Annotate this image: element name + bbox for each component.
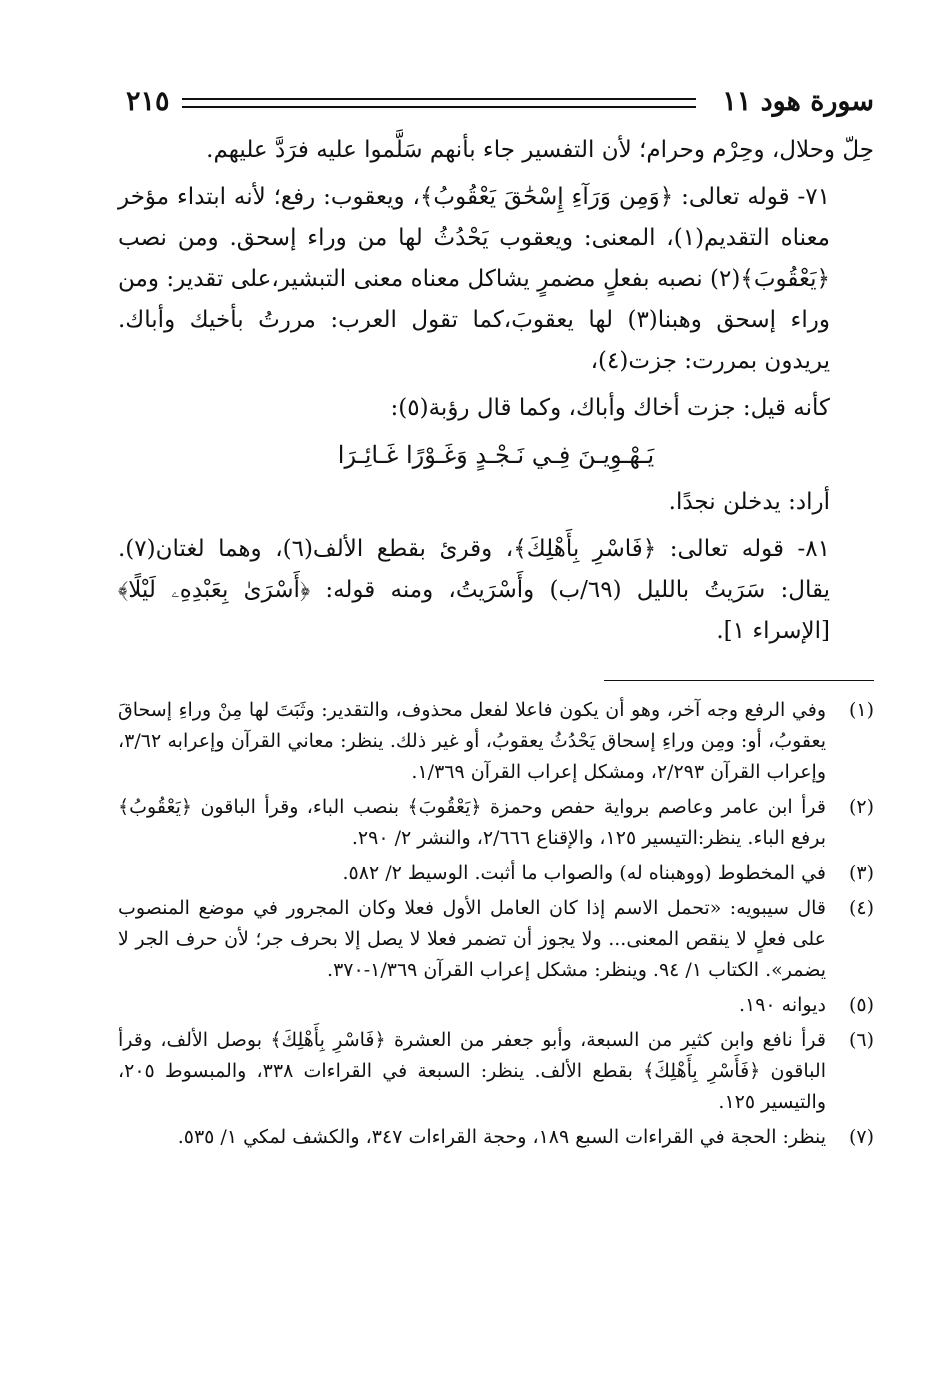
header-double-rule [182,98,696,108]
footnote-number: (٣) [848,862,874,884]
footnote-text: قرأ نافع وابن كثير من السبعة، وأبو جعفر من العشرة ﴿فَاسْرِ بِأَهْلِكَ﴾ بوصل الألف، وقرأ الباقون ﴿فَأَسْرِ بِأَهْلِكَ﴾ بقطع الألف. ينظر: السبعة في القراءات ٣٣٨، والمبسوط ٢٠٥، والتيسير ١٢٥. [118,1029,826,1113]
footnote-item [118,1025,874,1118]
book-page [118,80,874,1157]
footnote-text: في المخطوط (ووهبناه له) والصواب ما أثبت. الوسيط ٢/ ٥٨٢. [342,862,826,884]
paragraph-verse-71: ٧١- قوله تعالى: ﴿وَمِن وَرَآءِ إِسْحَٰقَ يَعْقُوبُ﴾، ويعقوب: رفع؛ لأنه ابتداء مؤخر معناه التقديم(١)، المعنى: ويعقوب يَحْدُثُ لها من وراء إسحق. ومن نصب ﴿يَعْقُوبَ﴾(٢) نصبه بفعلٍ مضمرٍ يشاكل معناه معنى التبشير،على تقدير: ومن وراء إسحق وهبنا(٣) لها يعقوبَ،كما تقول العرب: مررتُ بأخيك وأباك. يريدون بمررت: جزت(٤)، [118,184,831,374]
poetry-verse: يَـهْـوِيـنَ فِـي نَـجْـدٍ وَغَـوْرًا غَـائِـرَا [337,441,655,469]
paragraph-meaning: أراد: يدخلن نجدًا. [668,489,830,515]
footnote-item [118,893,874,986]
footnote-item [118,1122,874,1153]
footnote-text: قال سيبويه: «تحمل الاسم إذا كان العامل الأول فعلا وكان المجرور في موضع المنصوب على فعلٍ لا ينقص المعنى... ولا يجوز أن تضمر فعلا لا يصل إلا بحرف جر؛ لأن حرف الجر لا يضمر». الكتاب ١/ ٩٤. وينظر: مشكل إعراب القرآن ١/٣٦٩-٣٧٠. [118,897,826,981]
footnote-number: (٥) [848,994,874,1016]
footnote-item [118,858,874,889]
footnotes [118,695,874,1153]
page-number: ٢١٥ [126,86,170,117]
footnote-text: ينظر: الحجة في القراءات السبع ١٨٩، وحجة القراءات ٣٤٧، والكشف لمكي ١/ ٥٣٥. [177,1126,826,1148]
footnote-separator [604,680,874,681]
footnote-number: (٧) [848,1126,874,1148]
footnote-number: (٦) [848,1029,874,1051]
paragraph-verse-81: ٨١- قوله تعالى: ﴿فَاسْرِ بِأَهْلِكَ﴾، وقرئ بقطع الألف(٦)، وهما لغتان(٧). يقال: سَرَيتُ بالليل (٦٩/ب) وأَسْرَيتُ، ومنه قوله: ﴿أَسْرَىٰ بِعَبْدِهِۦ لَيْلًا﴾ [الإسراء ١]. [118,536,830,644]
footnote-text: وفي الرفع وجه آخر، وهو أن يكون فاعلا لفعل محذوف، والتقدير: وثَبَتَ لها مِنْ وراءِ إسحاقَ يعقوبُ، أو: ومِن وراءِ إسحاق يَحْدُثُ يعقوبُ، أو غير ذلك. ينظر: معاني القرآن وإعرابه ٣/٦٢، وإعراب القرآن ٢/٢٩٣، ومشكل إعراب القرآن ١/٣٦٩. [118,699,826,783]
footnote-item [118,695,874,788]
page-header [118,80,874,130]
footnote-text: قرأ ابن عامر وعاصم برواية حفص وحمزة ﴿يَعْقُوبَ﴾ بنصب الباء، وقرأ الباقون ﴿يَعْقُوبُ﴾ برفع الباء. ينظر:التيسير ١٢٥، والإقناع ٢/٦٦٦، والنشر ٢/ ٢٩٠. [118,796,826,849]
footnote-number: (١) [848,699,874,721]
footnote-number: (٢) [848,796,874,818]
footnote-item [118,990,874,1021]
paragraph-quote-intro: كأنه قيل: جزت أخاك وأباك، وكما قال رؤبة(٥): [390,395,830,421]
surah-title: سورة هود ١١ [722,86,874,117]
footnote-item [118,792,874,854]
footnote-number: (٤) [848,897,874,919]
main-text [118,130,874,652]
paragraph-continuation: حِلّ وحلال، وحِرْم وحرام؛ لأن التفسير جاء بأنهم سَلَّموا عليه فرَدَّ عليهم. [206,137,874,163]
footnote-text: ديوانه ١٩٠. [738,994,826,1016]
